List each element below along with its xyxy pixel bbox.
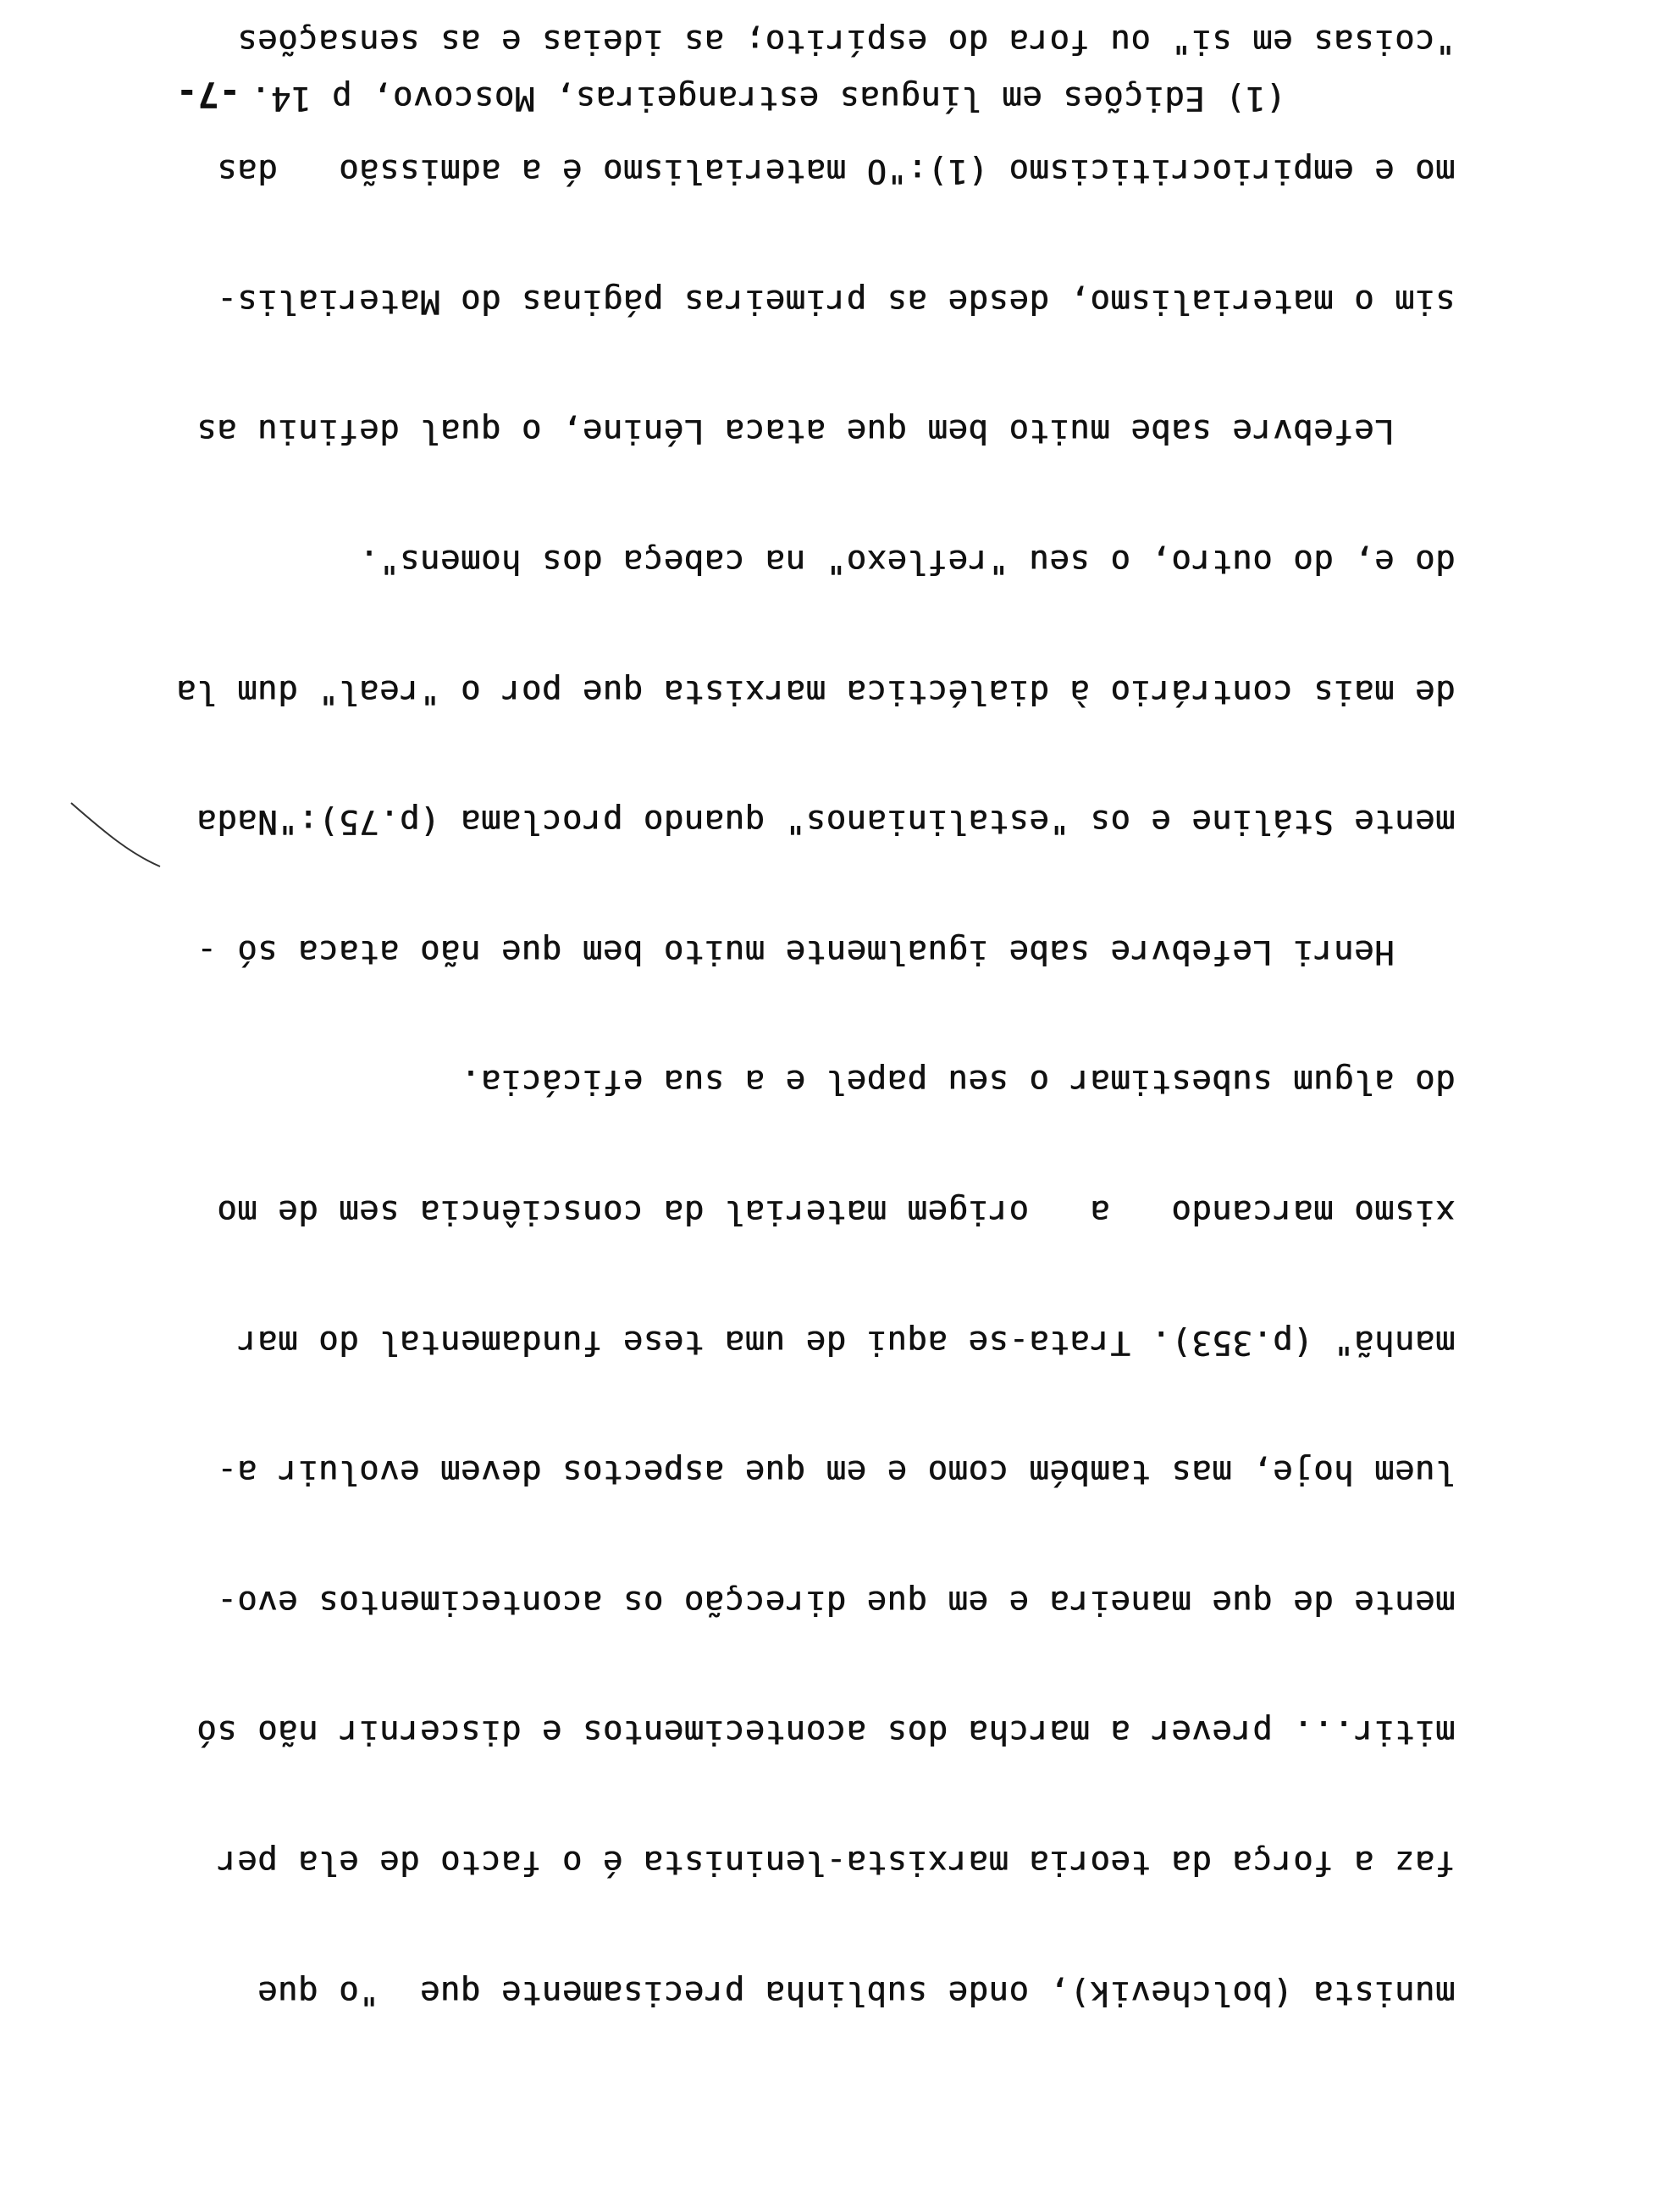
text-line: "coisas em si" ou fora do espírito; as ideias e as sensações bbox=[237, 21, 1456, 60]
text-line: mente Stáline e os "estalinianos" quando proclama (p.75):"Nada bbox=[196, 802, 1456, 841]
text-line: Lefebvre sabe muito bem que ataca Lénine, o qual definiu as bbox=[196, 412, 1456, 451]
text-line: de mais contrário à dialéctica marxista que por o "real" dum la bbox=[176, 672, 1456, 711]
text-line: luem hoje, mas também como e em que aspectos devem evoluir a- bbox=[217, 1453, 1456, 1492]
text-line: Henri Lefebvre sabe igualmente muito bem que não ataca só - bbox=[196, 932, 1456, 971]
text-line: do e, do outro, o seu "reflexo" na cabeça dos homens". bbox=[359, 542, 1456, 581]
text-line: faz a força da teoria marxista-leninista é o facto de ela per bbox=[217, 1843, 1456, 1881]
text-line: munista (bolchevik), onde sublinha precisamente que "o que bbox=[257, 1973, 1456, 2012]
text-line: xismo marcando a origem material da consciência sem de mo bbox=[217, 1193, 1456, 1232]
text-line: mitir... prever a marcha dos acontecimentos e discernir não só bbox=[196, 1713, 1456, 1752]
footnote: (1) Edições em línguas estrangeiras, Moscovo, p 14. bbox=[251, 79, 1286, 117]
page-number: -7- bbox=[176, 74, 240, 115]
text-line: mo e empiriocriticismo (1):"O materialismo é a admissão das bbox=[217, 152, 1456, 191]
text-line: manhã" (p.353). Trata-se aqui de uma tese fundamental do mar bbox=[237, 1322, 1456, 1361]
pencil-mark-icon bbox=[63, 794, 164, 871]
text-line: mente de que maneira e em que direcção os acontecimentos evo- bbox=[217, 1582, 1456, 1621]
text-line: sim o materialismo, desde as primeiras páginas do Materialis- bbox=[217, 281, 1456, 320]
text-line: do algum subestimar o seu papel e a sua eficácia. bbox=[460, 1062, 1456, 1101]
